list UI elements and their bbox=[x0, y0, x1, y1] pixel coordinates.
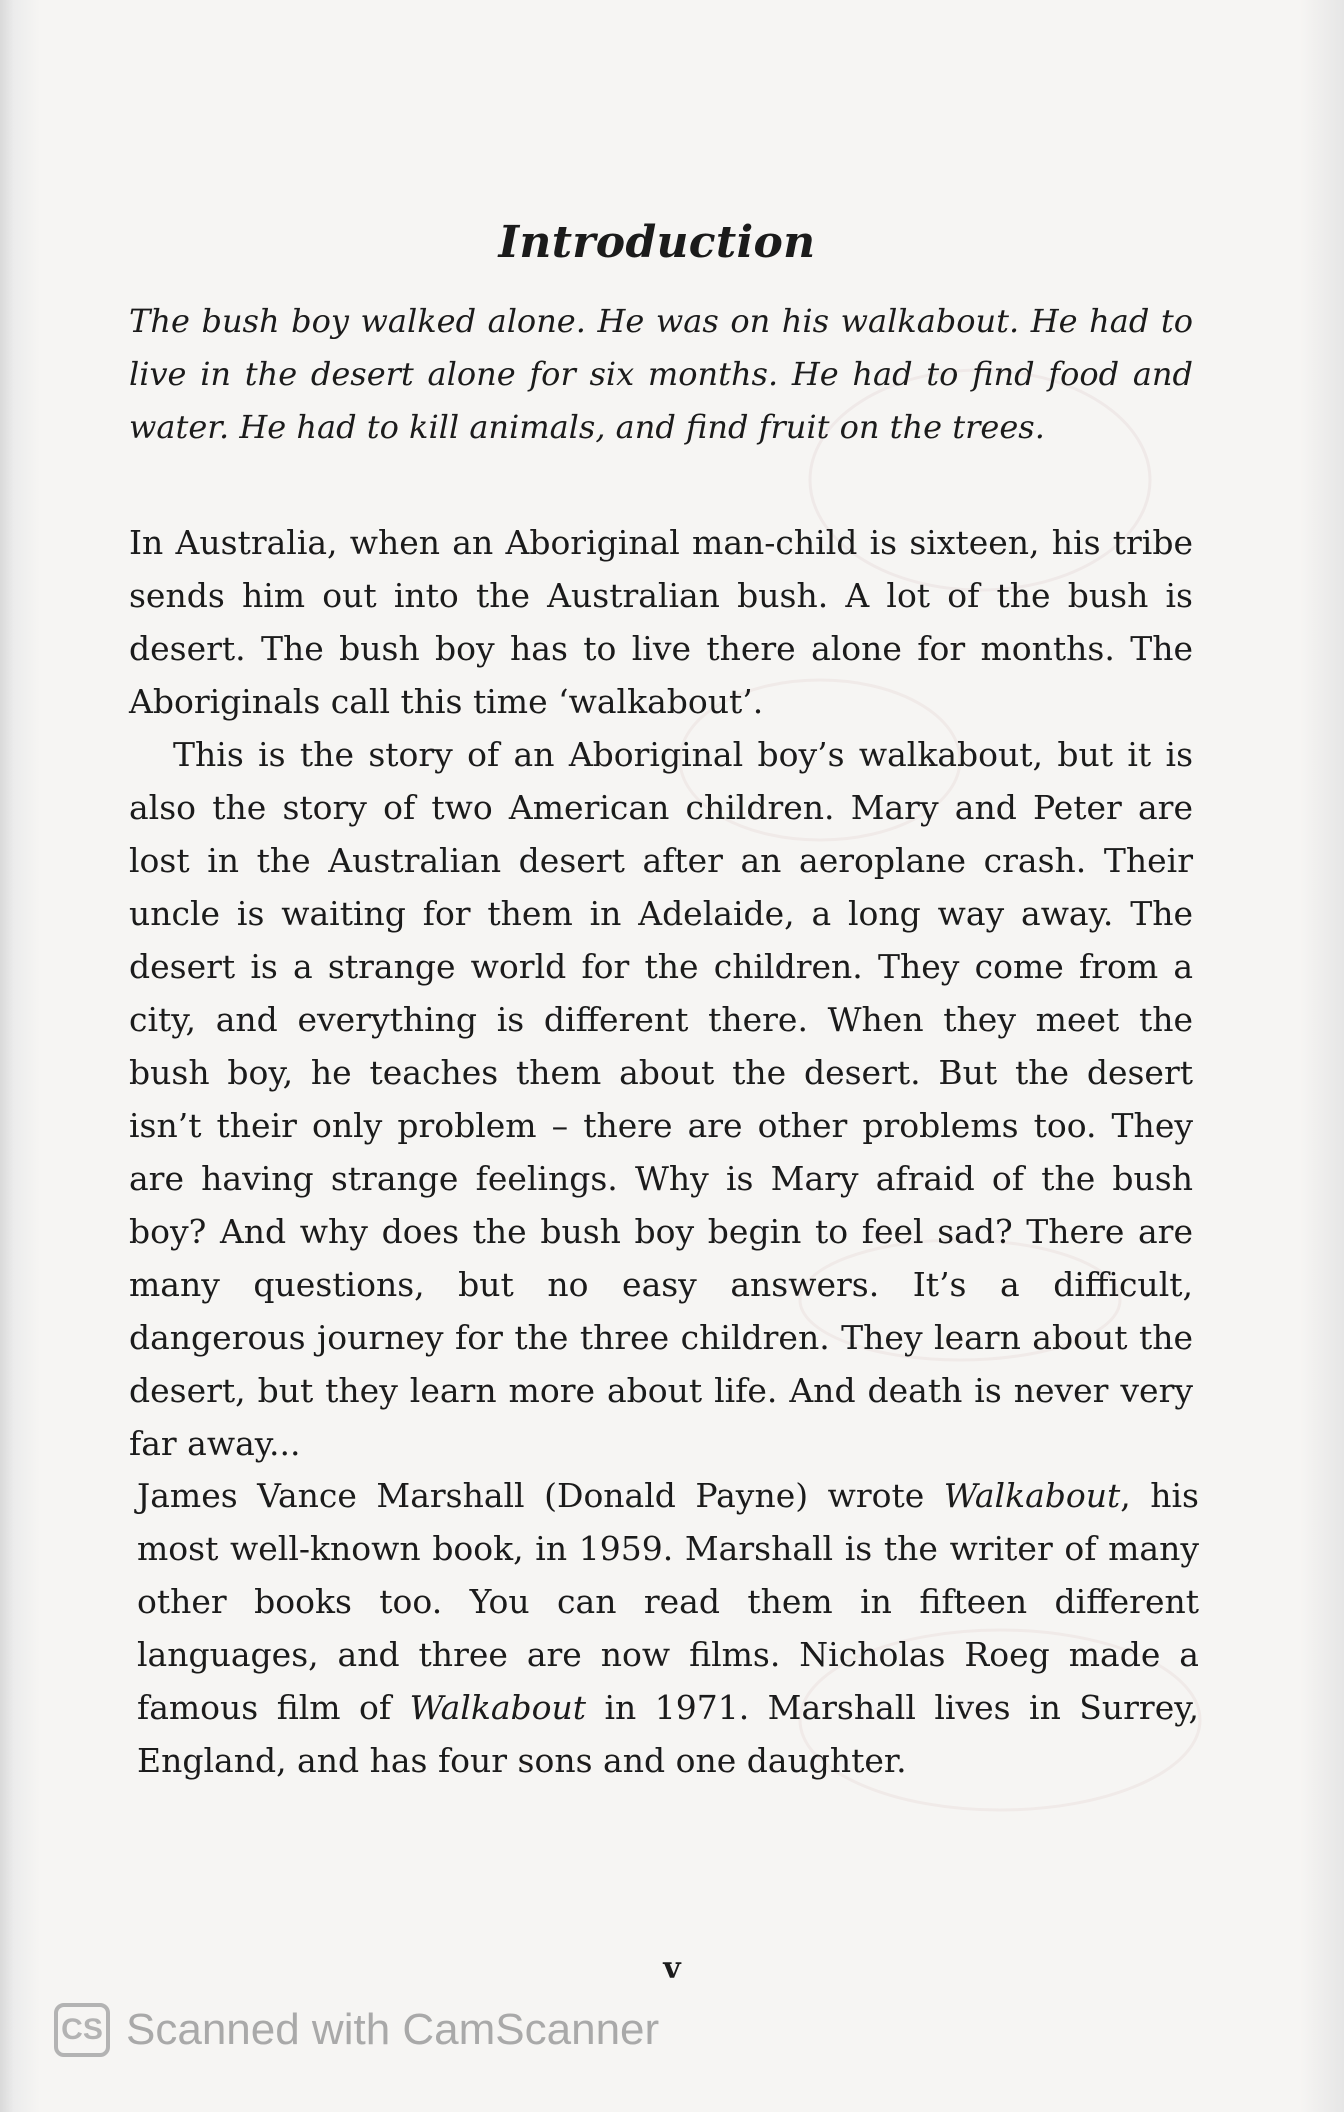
camscanner-logo-icon: CS bbox=[54, 2003, 110, 2057]
film-title-walkabout: Walkabout bbox=[409, 1688, 587, 1727]
epigraph: The bush boy walked alone. He was on his walkabout. He had to live in the desert alone for six months. He had to find food and water. He had to kill animals, and find fruit on the trees. bbox=[129, 302, 1193, 446]
intro-body-section-2 bbox=[137, 1469, 1199, 1787]
paragraph-author-bio bbox=[137, 1469, 1199, 1787]
author-bio-text-2: , his most well-known book, in 1959. Marshall is the writer of many other books too. You can read them in fifteen different languages, and three are now films. Nicholas Roeg made a famous film of bbox=[137, 1476, 1199, 1727]
page-number: v bbox=[663, 1951, 681, 1986]
book-title-walkabout: Walkabout bbox=[943, 1476, 1121, 1515]
paragraph-walkabout-definition: In Australia, when an Aboriginal man-child is sixteen, his tribe sends him out into the Australian bush. A lot of the bush is desert. The bush boy has to live there alone for months. The Aboriginals call this time ‘walkabout’. bbox=[129, 523, 1193, 721]
camscanner-watermark bbox=[54, 2003, 659, 2057]
author-bio-text-3: in 1971. Marshall lives in Surrey, England, and has four sons and one daughter. bbox=[137, 1688, 1199, 1780]
page-title: Introduction bbox=[498, 217, 816, 269]
author-bio-text-1: James Vance Marshall (Donald Payne) wrote bbox=[137, 1476, 944, 1515]
intro-body-section-1 bbox=[129, 516, 1193, 1470]
paragraph-story-summary: This is the story of an Aboriginal boy’s walkabout, but it is also the story of two American children. Mary and Peter are lost in the Australian desert after an aeroplane crash. Their uncle is waiting for them in Adelaide, a long way away. The desert is a strange world for the children. They come from a city, and everything is different there. When they meet the bush boy, he teaches them about the desert. But the desert isn’t their only problem – there are other problems too. They are having strange feelings. Why is Mary afraid of the bush boy? And why does the bush boy begin to feel sad? There are many questions, but no easy answers. It’s a difficult, dangerous journey for the three children. They learn about the desert, but they learn more about life. And death is never very far away... bbox=[129, 735, 1193, 1463]
watermark-label: Scanned with CamScanner bbox=[126, 2005, 660, 2054]
